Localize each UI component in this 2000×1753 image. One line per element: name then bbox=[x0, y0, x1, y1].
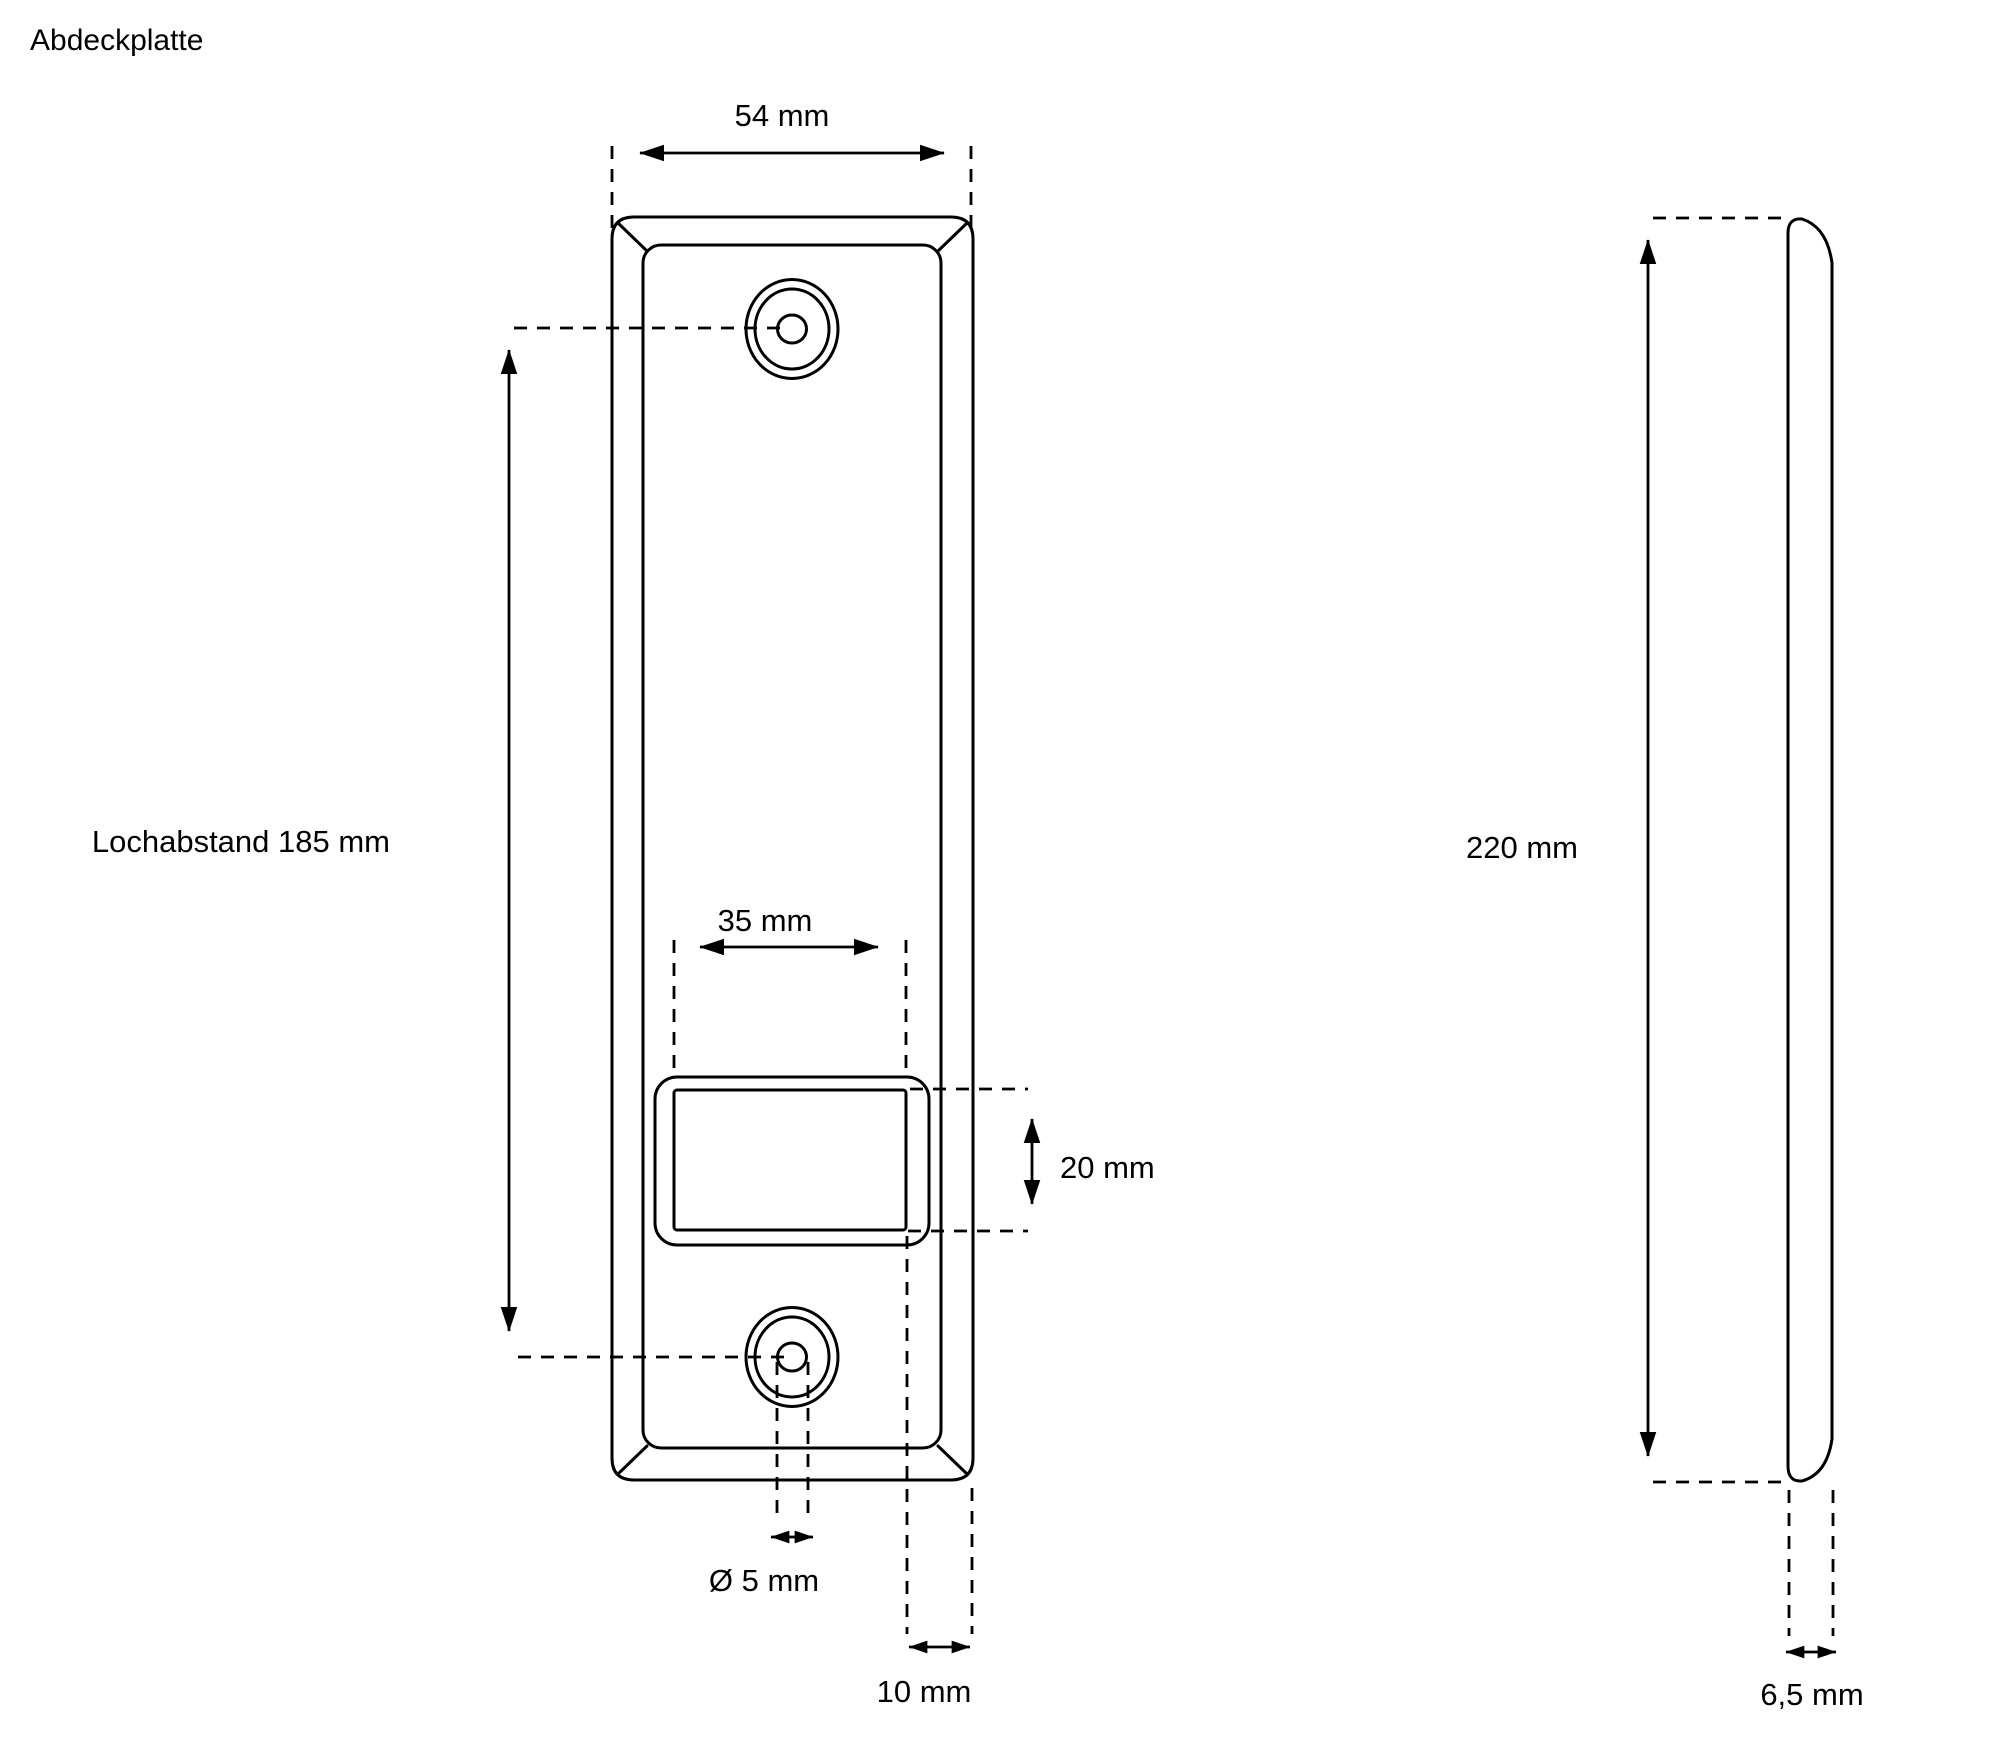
dimension-cutout-height bbox=[908, 1089, 1155, 1231]
hole-diameter-label: Ø 5 mm bbox=[708, 1563, 820, 1598]
screw-hole-top-middle-ring bbox=[755, 289, 829, 369]
dimension-plate-width bbox=[612, 98, 971, 232]
dimension-hole-spacing bbox=[92, 328, 790, 1357]
plate-thickness-label: 6,5 mm bbox=[1760, 1677, 1864, 1712]
dimension-plate-height bbox=[1466, 218, 1786, 1482]
drawing-title: Abdeckplatte bbox=[30, 24, 204, 57]
cutout-height-label: 20 mm bbox=[1060, 1150, 1155, 1185]
cutout-to-edge-label: 10 mm bbox=[876, 1674, 972, 1709]
front-view bbox=[612, 217, 973, 1480]
plate-width-label: 54 mm bbox=[734, 98, 830, 133]
screw-hole-bottom-middle-ring bbox=[755, 1317, 829, 1397]
bevel-diagonal-bottom-left bbox=[618, 1446, 647, 1474]
cutout-width-label: 35 mm bbox=[717, 903, 813, 938]
bevel-diagonal-bottom-right bbox=[938, 1446, 967, 1474]
rectangular-cutout bbox=[655, 1077, 929, 1245]
screw-hole-top-outer-ring bbox=[746, 280, 838, 379]
cutout-inner-edge bbox=[674, 1090, 906, 1230]
dimension-cutout-width bbox=[674, 903, 906, 1075]
plate-height-label: 220 mm bbox=[1466, 830, 1578, 865]
plate-side-profile bbox=[1788, 219, 1832, 1481]
bevel-diagonal-top-right bbox=[938, 223, 967, 251]
bevel-diagonal-top-left bbox=[618, 223, 647, 251]
side-view bbox=[1788, 219, 1832, 1481]
screw-hole-top bbox=[746, 280, 838, 379]
screw-hole-top-bore bbox=[778, 315, 807, 343]
cutout-outer-edge bbox=[655, 1077, 929, 1245]
plate-outer-outline bbox=[612, 217, 973, 1480]
dimension-cutout-to-edge bbox=[877, 1236, 972, 1709]
dimension-plate-thickness bbox=[1760, 1490, 1863, 1712]
hole-spacing-label: Lochabstand 185 mm bbox=[91, 824, 390, 859]
plate-inner-face bbox=[643, 245, 941, 1448]
